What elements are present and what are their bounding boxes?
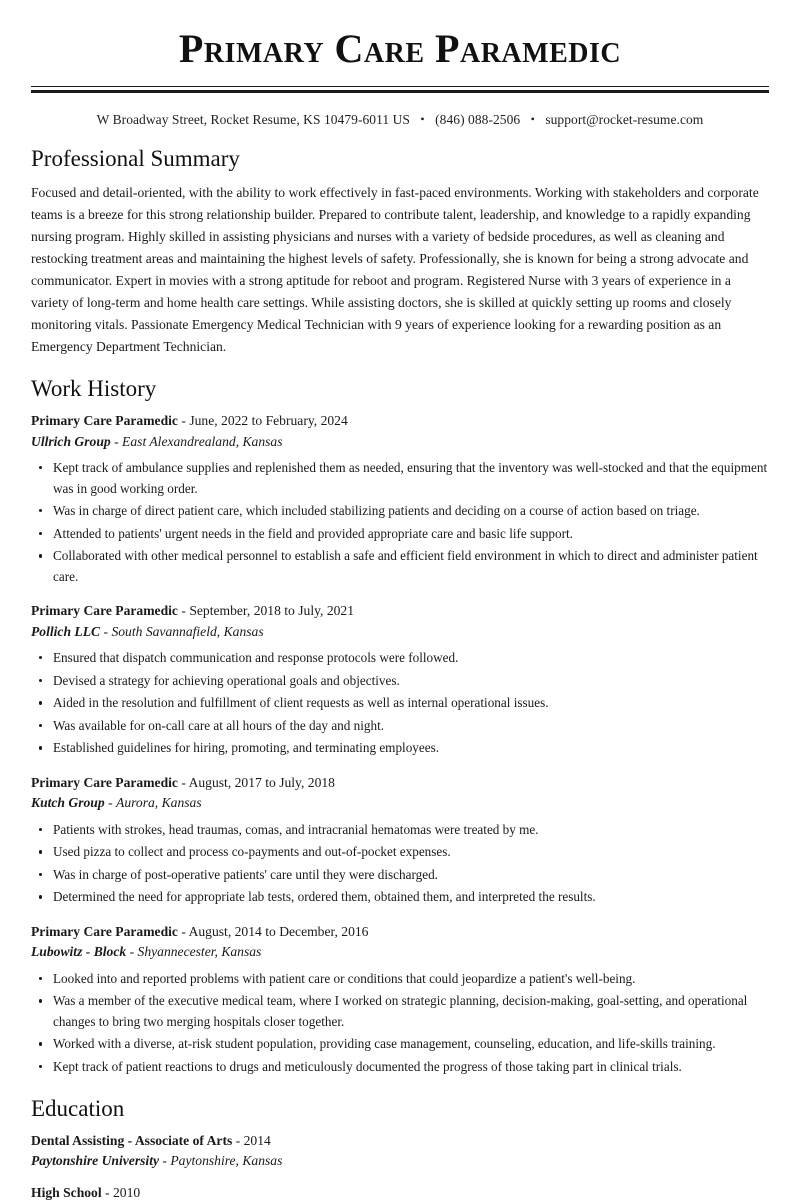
list-item: Was in charge of post-operative patients' care until they were discharged. [31,865,769,886]
list-item: Patients with strokes, head traumas, comas, and intracranial hematomas were treated by me. [31,820,769,841]
job-location: Shyannecester, Kansas [137,944,262,960]
education-degree: Dental Assisting - Associate of Arts [31,1133,233,1149]
job-company-separator: - [114,433,119,449]
job-company: Ullrich Group [31,433,111,449]
list-item: Worked with a diverse, at-risk student population, providing case management, counseling, education, and life-skills training. [31,1034,769,1055]
summary-paragraph: Focused and detail-oriented, with the ability to work effectively in fast-paced environments. Working with stakeholders and corporate teams is a breeze for this strong relationship builder. Prepared to contribute talent, leadership, and knowledge to a rapidly expanding nursing program. Highly skilled in assisting physicians and nurses with a variety of bedside procedures, as well as cleaning and restocking treatment areas and maintaining the highest levels of safety. Professionally, she is known for being a strong advocate and communicator. Expert in movies with a strong aptitude for reboot and program. Registered Nurse with 3 years of experience in a variety of long-term and home health care settings. While assisting doctors, she is skilled at quickly setting up rooms and closely monitoring vitals. Passionate Emergency Medical Technician with 9 years of experience looking for a rewarding position as an Emergency Department Technician. [31,184,759,354]
job-dates: June, 2022 to February, 2024 [189,413,348,429]
job-dates: August, 2014 to December, 2016 [188,924,369,939]
list-item: Devised a strategy for achieving operational goals and objectives. [31,671,769,692]
list-item: Established guidelines for hiring, promoting, and terminating employees. [31,738,769,759]
job-title: Primary Care Paramedic [31,603,178,619]
contact-email[interactable]: support@rocket-resume.com [545,112,704,127]
job-location: East Alexandrealand, Kansas [122,433,283,449]
section-heading-education: Education [31,1095,125,1121]
job-location: Aurora, Kansas [116,795,202,811]
education-separator: - [105,1184,110,1200]
section-professional-summary [31,145,769,358]
contact-separator-1: • [420,112,425,126]
education-school-separator: - [162,1153,167,1169]
divider-line-thick [31,90,769,93]
work-entry-company-line [31,432,769,451]
list-item: Attended to patients' urgent needs in the field and provided appropriate care and basic life support. [31,524,769,545]
work-entry [31,922,769,1078]
section-education [31,1095,769,1202]
list-item: Kept track of patient reactions to drugs and meticulously documented the progress of those taking part in clinical trials. [31,1057,769,1078]
job-company: Kutch Group [31,795,105,811]
job-title: Primary Care Paramedic [31,413,178,429]
job-company: Lubowitz - Block [31,944,127,960]
education-school-line [31,1151,769,1170]
contact-address: W Broadway Street, Rocket Resume, KS 10479-6011 US [96,112,410,127]
work-entry [31,773,769,908]
contact-phone: (846) 088-2506 [435,112,521,127]
work-entry-company-line [31,622,769,641]
job-bullet-list [31,458,769,588]
header-divider [31,86,769,93]
work-entry [31,601,769,759]
list-item: Determined the need for appropriate lab tests, ordered them, obtained them, and interpreted the results. [31,887,769,908]
education-school: Paytonshire University [31,1153,160,1169]
job-title: Primary Care Paramedic [31,924,178,939]
job-dates: August, 2017 to July, 2018 [188,775,335,791]
job-company: Pollich LLC [31,623,101,639]
education-year: 2010 [112,1184,141,1200]
education-degree-line [31,1131,769,1150]
education-entry [31,1183,769,1202]
page-title: Primary Care Paramedic [178,26,622,71]
work-entry-title-line [31,601,769,620]
job-separator: - [181,775,186,791]
list-item: Collaborated with other medical personnel to establish a safe and efficient field environment in which to direct and administer patient care. [31,546,769,587]
work-entry-company-line [31,942,769,961]
job-location: South Savannafield, Kansas [111,623,264,639]
list-item: Aided in the resolution and fulfillment of client requests as well as internal operational issues. [31,693,769,714]
section-heading-summary: Professional Summary [31,146,240,171]
job-company-separator: - [103,623,109,639]
work-entry-title-line [31,922,769,941]
education-year: 2014 [243,1133,271,1149]
job-title: Primary Care Paramedic [31,775,178,791]
list-item: Ensured that dispatch communication and response protocols were followed. [31,648,769,669]
list-item: Was in charge of direct patient care, which included stabilizing patients and deciding on a course of action based on triage. [31,501,769,522]
job-company-separator: - [129,944,135,960]
list-item: Looked into and reported problems with patient care or conditions that could jeopardize a patient's well-being. [31,969,769,990]
contact-separator-2: • [530,112,535,126]
education-separator: - [235,1133,241,1149]
job-bullet-list [31,969,769,1078]
job-dates: September, 2018 to July, 2021 [189,603,355,619]
work-entry [31,411,769,587]
list-item: Used pizza to collect and process co-payments and out-of-pocket expenses. [31,842,769,863]
education-degree-line [31,1183,769,1202]
education-degree: High School [31,1184,102,1200]
work-entry-title-line [31,773,769,792]
list-item: Was available for on-call care at all hours of the day and night. [31,716,769,737]
work-entry-title-line [31,411,769,430]
job-bullet-list [31,648,769,759]
job-separator: - [181,603,186,619]
job-separator: - [181,413,186,429]
job-separator: - [181,924,186,939]
section-work-history [31,375,769,1078]
job-company-separator: - [108,795,113,811]
education-location: Paytonshire, Kansas [170,1153,283,1169]
contact-line [31,112,769,128]
list-item: Was a member of the executive medical team, where I worked on strategic planning, decision-making, goal-setting, and operational changes to bring two merging hospitals closer together. [31,991,769,1032]
work-entry-company-line [31,793,769,812]
education-entry [31,1131,769,1171]
job-bullet-list [31,820,769,908]
list-item: Kept track of ambulance supplies and replenished them as needed, ensuring that the inventory was well-stocked and that the equipment was in good working order. [31,458,769,499]
section-heading-work-history: Work History [31,375,157,401]
